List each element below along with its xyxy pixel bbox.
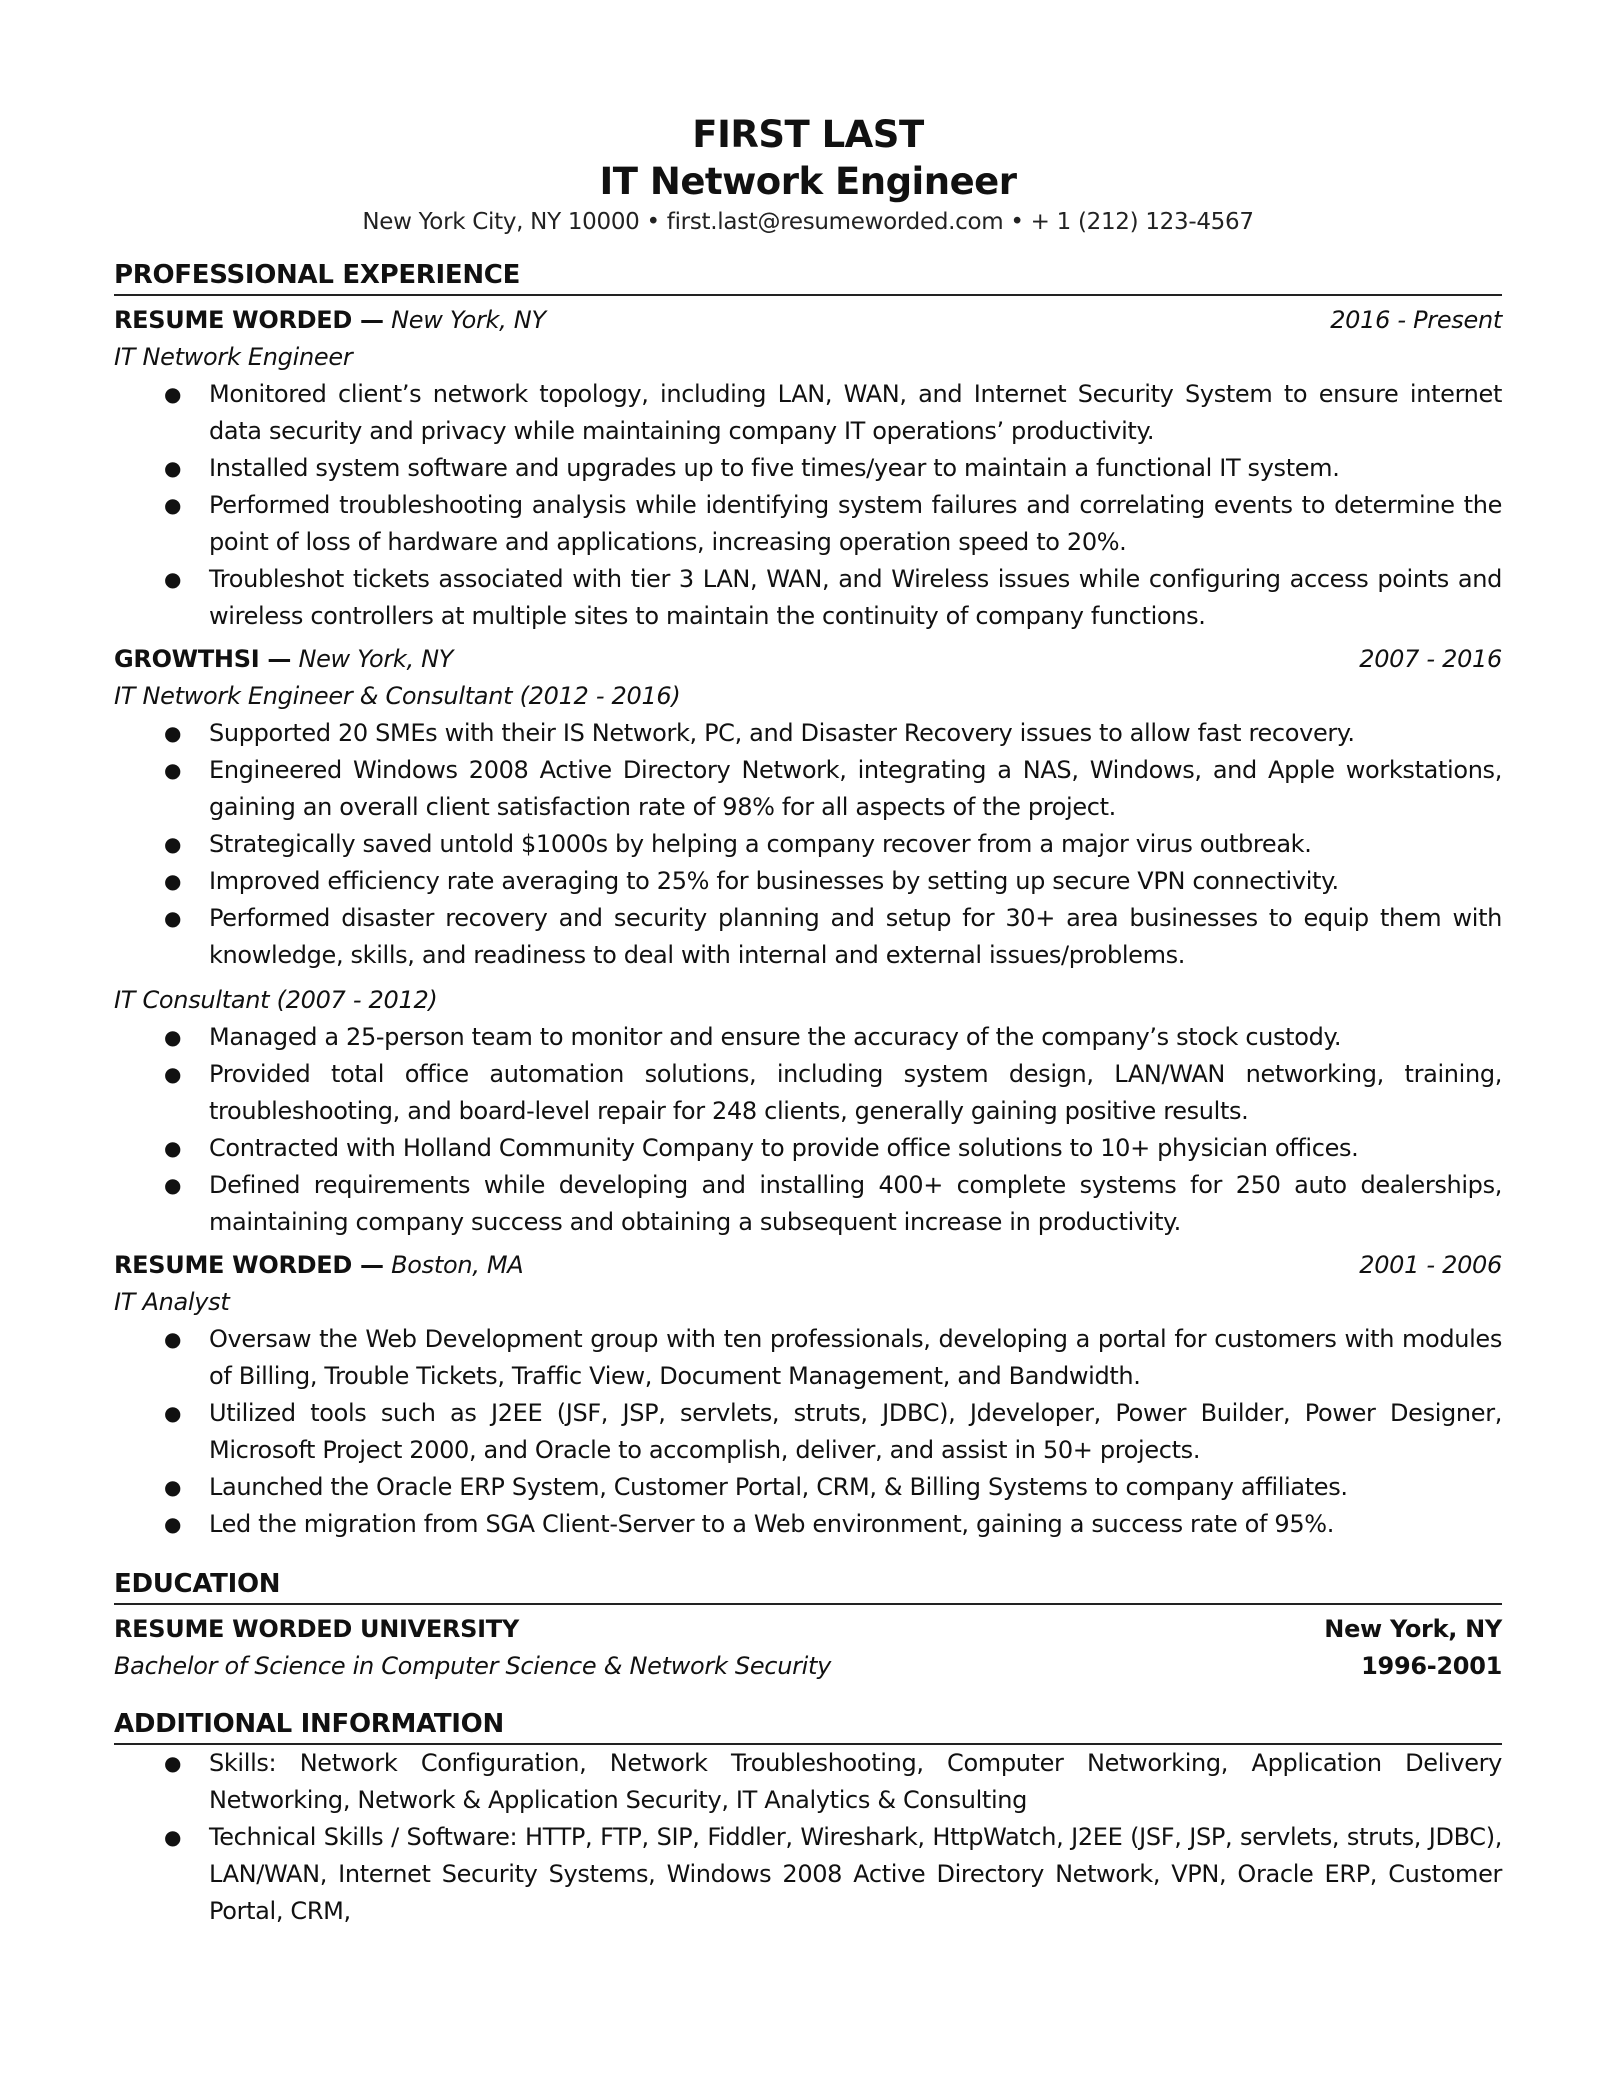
bullet-text: Monitored client’s network topology, including LAN, WAN, and Internet Security System to ensure internet data security and privacy while maintaining company IT operations’ productivity. <box>209 380 1502 445</box>
bullet-text: Strategically saved untold $1000s by helping a company recover from a major virus outbreak. <box>209 830 1312 858</box>
list-item <box>114 1056 1502 1130</box>
list-item <box>114 376 1502 450</box>
bullet-text: Managed a 25-person team to monitor and ensure the accuracy of the company’s stock custody. <box>209 1023 1342 1051</box>
section-heading-experience: PROFESSIONAL EXPERIENCE <box>114 258 1502 296</box>
company-name: RESUME WORDED — <box>114 306 384 334</box>
list-item <box>114 561 1502 635</box>
bullet-icon: ● <box>164 721 182 745</box>
degree: Bachelor of Science in Computer Science & Network Security <box>114 1652 832 1680</box>
job-dates: 2001 - 2006 <box>1359 1251 1502 1279</box>
bullet-text: Engineered Windows 2008 Active Directory Network, integrating a NAS, Windows, and Apple workstations, gaining an overall client satisfaction rate of 98% for all aspects of the project. <box>209 756 1502 821</box>
job-header <box>114 302 1502 339</box>
bullet-list <box>114 1321 1502 1543</box>
list-item <box>114 826 1502 863</box>
list-item <box>114 752 1502 826</box>
skills-text: Skills: Network Configuration, Network Troubleshooting, Computer Networking, Application Delivery Networking, Network & Application Security, IT Analytics & Consulting <box>209 1749 1502 1814</box>
bullet-icon: ● <box>164 1327 182 1351</box>
role-title: IT Network Engineer & Consultant (2012 - 2016) <box>114 682 681 710</box>
bullet-text: Installed system software and upgrades up to five times/year to maintain a functional IT system. <box>209 454 1340 482</box>
job-header <box>114 1247 1502 1284</box>
bullet-list <box>114 376 1502 635</box>
education-detail <box>114 1648 1502 1685</box>
list-item <box>114 1395 1502 1469</box>
bullet-icon: ● <box>164 1136 182 1160</box>
job-company-location <box>114 641 453 678</box>
bullet-icon: ● <box>164 1173 182 1197</box>
bullet-icon: ● <box>164 493 182 517</box>
role-title: IT Analyst <box>114 1288 230 1316</box>
bullet-icon: ● <box>164 1025 182 1049</box>
list-item <box>114 450 1502 487</box>
bullet-text: Oversaw the Web Development group with ten professionals, developing a portal for customers with modules of Billing, Trouble Tickets, Traffic View, Document Management, and Bandwidth. <box>209 1325 1502 1390</box>
bullet-icon: ● <box>164 1825 182 1849</box>
role-title: IT Consultant (2007 - 2012) <box>114 986 438 1014</box>
bullet-icon: ● <box>164 869 182 893</box>
list-item <box>114 1321 1502 1395</box>
list-item <box>114 487 1502 561</box>
list-item <box>114 863 1502 900</box>
education-header <box>114 1611 1502 1648</box>
bullet-text: Troubleshot tickets associated with tier 3 LAN, WAN, and Wireless issues while configuring access points and wireless controllers at multiple sites to maintain the continuity of company functions. <box>209 565 1502 630</box>
job-company-location <box>114 1247 523 1284</box>
candidate-title: IT Network Engineer <box>599 160 1017 203</box>
job-location: New York, NY <box>298 645 454 673</box>
bullet-icon: ● <box>164 567 182 591</box>
education-dates: 1996-2001 <box>1361 1652 1502 1680</box>
bullet-text: Led the migration from SGA Client-Server to a Web environment, gaining a success rate of 95%. <box>209 1510 1334 1538</box>
bullet-text: Contracted with Holland Community Company to provide office solutions to 10+ physician offices. <box>209 1134 1359 1162</box>
bullet-icon: ● <box>164 1475 182 1499</box>
bullet-text: Utilized tools such as J2EE (JSF, JSP, servlets, struts, JDBC), Jdeveloper, Power Builder, Power Designer, Microsoft Project 2000, and Oracle to accomplish, deliver, and assist in 50+ projects. <box>209 1399 1502 1464</box>
bullet-icon: ● <box>164 758 182 782</box>
bullet-text: Performed disaster recovery and security planning and setup for 30+ area businesses to equip them with knowledge, skills, and readiness to deal with internal and external issues/problems. <box>209 904 1502 969</box>
list-item <box>114 1745 1502 1819</box>
bullet-icon: ● <box>164 1062 182 1086</box>
job-location: New York, NY <box>391 306 546 334</box>
company-name: RESUME WORDED — <box>114 1251 384 1279</box>
list-item <box>114 1167 1502 1241</box>
bullet-text: Improved efficiency rate averaging to 25% for businesses by setting up secure VPN connectivity. <box>209 867 1339 895</box>
job-dates: 2007 - 2016 <box>1359 645 1502 673</box>
additional-info-list <box>114 1745 1502 1930</box>
role-title: IT Network Engineer <box>114 343 353 371</box>
job-header <box>114 641 1502 678</box>
resume-page <box>114 112 1502 1930</box>
bullet-icon: ● <box>164 1512 182 1536</box>
school-name: RESUME WORDED UNIVERSITY <box>114 1615 519 1643</box>
bullet-text: Performed troubleshooting analysis while identifying system failures and correlating events to determine the point of loss of hardware and applications, increasing operation speed to 20%. <box>209 491 1502 556</box>
contact-line: New York City, NY 10000 • first.last@resumeworded.com • + 1 (212) 123-4567 <box>362 209 1254 235</box>
bullet-text: Defined requirements while developing and installing 400+ complete systems for 250 auto dealerships, maintaining company success and obtaining a subsequent increase in productivity. <box>209 1171 1502 1236</box>
school-location: New York, NY <box>1324 1615 1502 1643</box>
list-item <box>114 1019 1502 1056</box>
section-heading-additional: ADDITIONAL INFORMATION <box>114 1707 1502 1745</box>
list-item <box>114 1469 1502 1506</box>
bullet-icon: ● <box>164 456 182 480</box>
bullet-icon: ● <box>164 382 182 406</box>
bullet-icon: ● <box>164 906 182 930</box>
technical-skills-text: Technical Skills / Software: HTTP, FTP, SIP, Fiddler, Wireshark, HttpWatch, J2EE (JSF, JSP, servlets, struts, JDBC), LAN/WAN, Internet Security Systems, Windows 2008 Active Directory Network, VPN, Oracle ERP, Customer Portal, CRM, <box>209 1823 1502 1925</box>
bullet-icon: ● <box>164 1401 182 1425</box>
list-item <box>114 1506 1502 1543</box>
bullet-list <box>114 715 1502 974</box>
job-dates: 2016 - Present <box>1330 306 1502 334</box>
job-company-location <box>114 302 546 339</box>
bullet-list <box>114 1019 1502 1241</box>
section-heading-education: EDUCATION <box>114 1567 1502 1605</box>
list-item <box>114 1130 1502 1167</box>
bullet-text: Provided total office automation solutions, including system design, LAN/WAN networking, training, troubleshooting, and board-level repair for 248 clients, generally gaining positive results. <box>209 1060 1502 1125</box>
job-location: Boston, MA <box>391 1251 524 1279</box>
candidate-name: FIRST LAST <box>692 113 924 156</box>
list-item <box>114 715 1502 752</box>
bullet-icon: ● <box>164 1751 182 1775</box>
list-item <box>114 900 1502 974</box>
bullet-icon: ● <box>164 832 182 856</box>
bullet-text: Supported 20 SMEs with their IS Network, PC, and Disaster Recovery issues to allow fast recovery. <box>209 719 1355 747</box>
bullet-text: Launched the Oracle ERP System, Customer Portal, CRM, & Billing Systems to company affiliates. <box>209 1473 1348 1501</box>
company-name: GROWTHSI — <box>114 645 292 673</box>
list-item <box>114 1819 1502 1930</box>
